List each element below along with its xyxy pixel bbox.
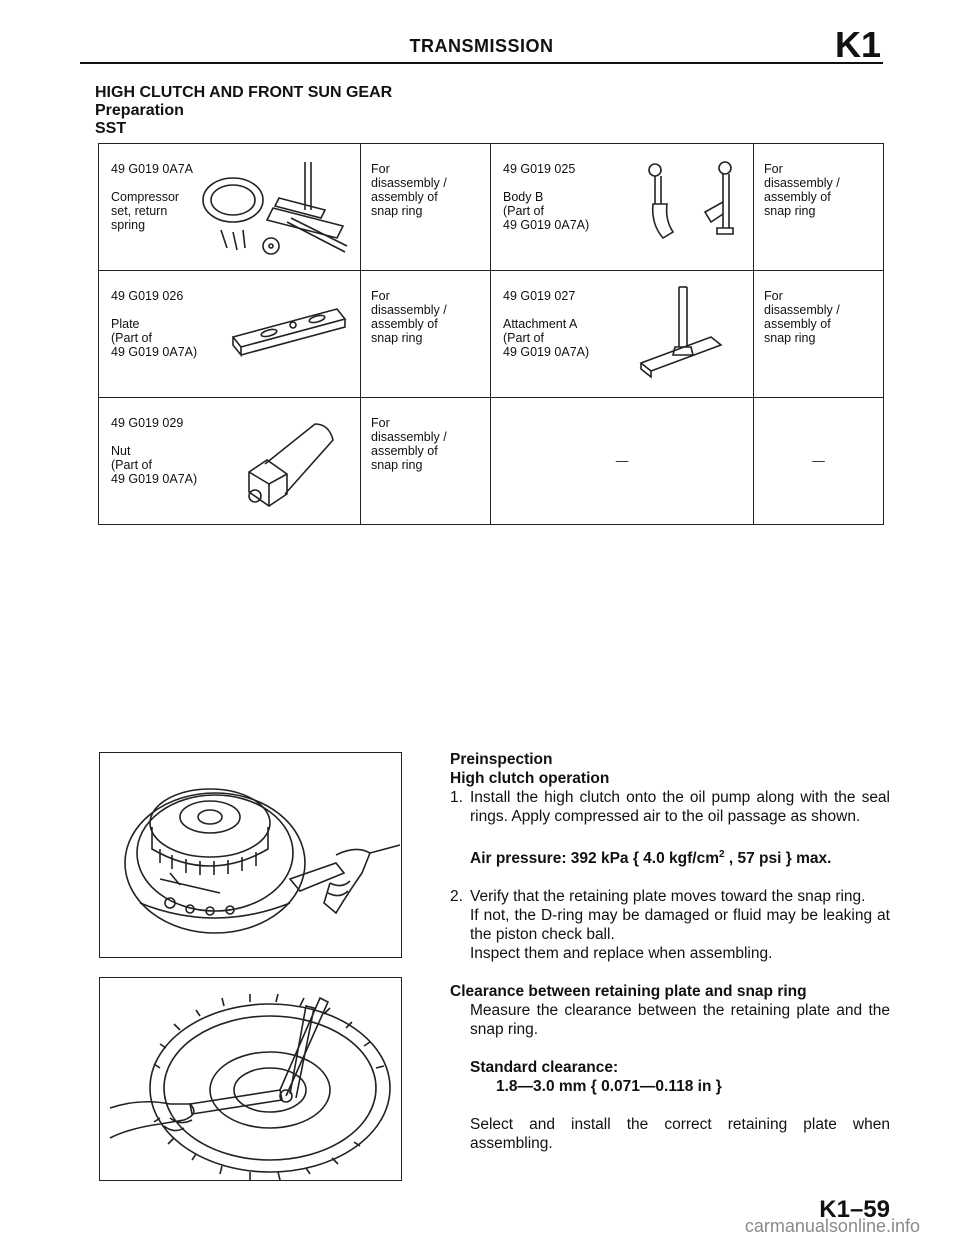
table-row — [99, 398, 884, 525]
clearance-text: Measure the clearance between the retaining plate and the snap ring. — [470, 1002, 890, 1039]
tool-cell — [99, 398, 361, 525]
tool-cell-empty — [491, 398, 754, 525]
tool-label: 49 G019 025 Body B (Part of 49 G019 0A7A) — [503, 162, 590, 232]
usage-cell — [754, 144, 884, 271]
watermark: carmanualsonline.info — [744, 1216, 920, 1236]
compressor-set-illustration — [195, 158, 355, 258]
step-text: Install the high clutch onto the oil pump along with the seal rings. Apply compressed air to the oil passage as shown. — [470, 789, 890, 825]
nut-illustration — [229, 414, 349, 514]
step-number: 2. — [450, 888, 463, 906]
section-title: HIGH CLUTCH AND FRONT SUN GEAR — [95, 84, 393, 101]
section-code: K1 — [834, 24, 881, 65]
usage-label: For disassembly / assembly of snap ring — [764, 289, 840, 345]
tool-cell — [491, 144, 754, 271]
usage-cell — [361, 398, 491, 525]
step-1 — [450, 788, 890, 826]
tool-label: 49 G019 0A7A Compressor set, return spring — [111, 162, 194, 232]
standard-clearance-value: 1.8—3.0 mm { 0.071—0.118 in } — [496, 1078, 722, 1096]
body-b-illustration — [641, 158, 741, 258]
page-header — [80, 24, 883, 65]
tool-cell — [491, 271, 754, 398]
preinspection-heading: Preinspection — [450, 751, 553, 768]
section-heading — [95, 84, 392, 138]
preparation-heading: Preparation — [95, 102, 184, 119]
usage-cell — [361, 271, 491, 398]
plate-illustration — [225, 297, 355, 367]
clearance-measure-illustration — [100, 978, 401, 1180]
clearance-heading: Clearance between retaining plate and snap ring — [450, 983, 807, 1001]
air-pressure-spec: Air pressure: 392 kPa { 4.0 kgf/$cm^2$ , 57 psi } max. — [470, 849, 832, 868]
tool-label: 49 G019 029 Nut (Part of 49 G019 0A7A) — [111, 416, 198, 486]
table-row — [99, 144, 884, 271]
usage-label: For disassembly / assembly of snap ring — [371, 289, 447, 345]
usage-label: For disassembly / assembly of snap ring — [371, 162, 447, 218]
tool-label: 49 G019 027 Attachment A (Part of 49 G019 0A7A) — [503, 289, 590, 359]
tool-cell — [99, 144, 361, 271]
air-test-illustration — [100, 753, 401, 957]
usage-label: For disassembly / assembly of snap ring — [371, 416, 447, 472]
header-title: TRANSMISSION — [409, 36, 554, 56]
standard-clearance-label: Standard clearance: — [470, 1059, 619, 1077]
clearance-note: Select and install the correct retaining plate when assembling. — [470, 1116, 890, 1153]
usage-cell-empty — [754, 398, 884, 525]
page-number: K1–59 — [819, 1196, 890, 1223]
empty-dash: — — [615, 454, 629, 468]
step-2-note: Inspect them and replace when assembling. — [470, 945, 773, 963]
tool-label: 49 G019 026 Plate (Part of 49 G019 0A7A) — [111, 289, 198, 359]
high-clutch-operation-heading: High clutch operation — [450, 770, 610, 787]
usage-cell — [361, 144, 491, 271]
usage-label: For disassembly / assembly of snap ring — [764, 162, 840, 218]
high-clutch-air-test-figure — [99, 752, 402, 958]
clearance-measure-figure — [99, 977, 402, 1181]
table-row — [99, 271, 884, 398]
attachment-a-illustration — [631, 281, 731, 381]
step-number: 1. — [450, 789, 463, 806]
sst-table — [98, 143, 884, 525]
sst-heading: SST — [95, 120, 127, 137]
inspection-text — [450, 750, 890, 1153]
empty-dash: — — [812, 454, 825, 468]
step-text: Verify that the retaining plate moves toward the snap ring. — [470, 888, 866, 906]
step-2 — [450, 887, 890, 906]
step-2-note: If not, the D-ring may be damaged or fluid may be leaking at the piston check ball. — [470, 907, 890, 944]
tool-cell — [99, 271, 361, 398]
usage-cell — [754, 271, 884, 398]
